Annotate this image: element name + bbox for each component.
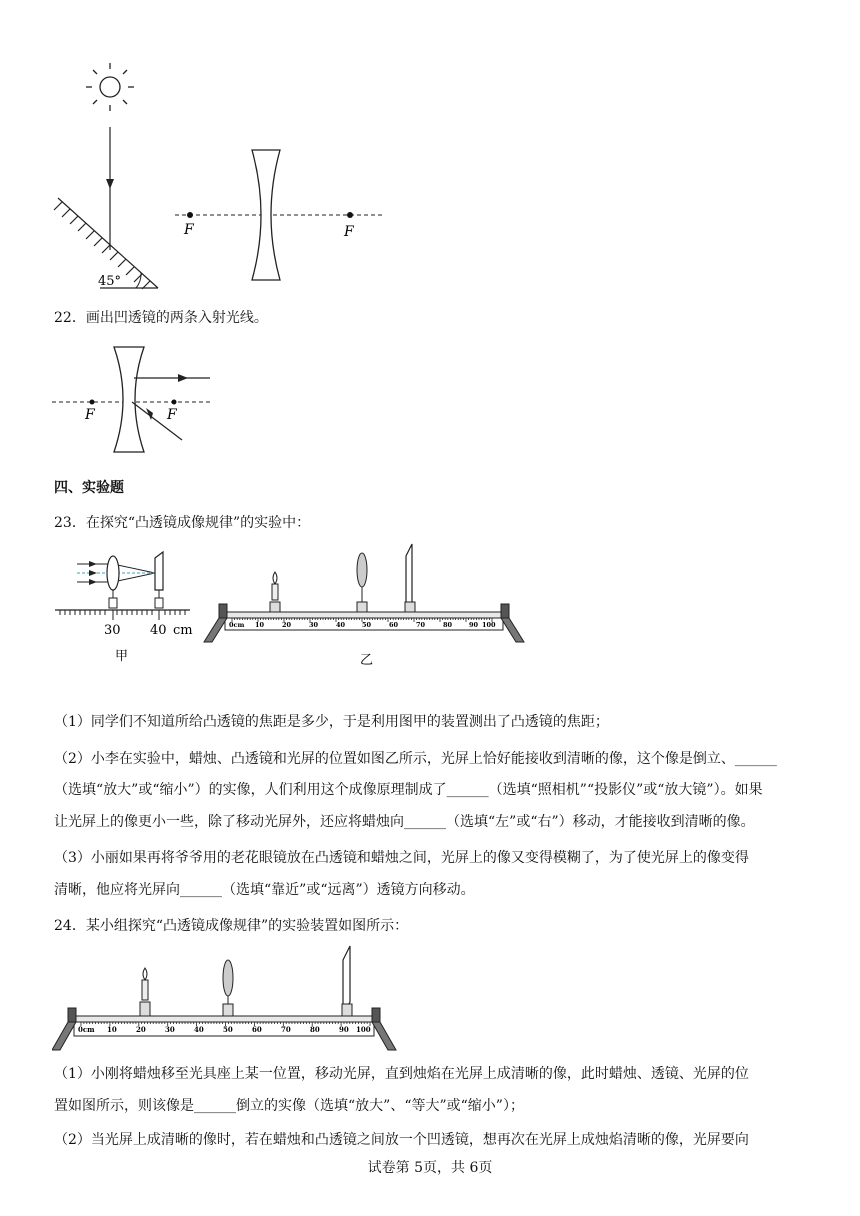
ruler-label: 60 <box>389 621 399 629</box>
tick-40: 40 <box>150 623 167 638</box>
q24-candle <box>142 980 148 1000</box>
bench-screen <box>406 544 412 608</box>
q23-part2-line1: （2）小李在实验中，蜡烛、凸透镜和光屏的位置如图乙所示，光屏上恰好能接收到清晰的像，这个像是倒立、______ <box>54 751 777 767</box>
sun-icon <box>86 63 134 111</box>
light-screen <box>155 552 163 590</box>
q23-intro: 23．在探究“凸透镜成像规律”的实验中： <box>54 515 311 531</box>
figure-q22-concave-lens <box>52 342 222 460</box>
figure-yi <box>200 540 530 670</box>
q22-focus-right <box>172 400 177 405</box>
figure-q24-bench <box>52 938 412 1060</box>
bench-lens <box>357 553 367 587</box>
q24-part1-line1: （1）小刚将蜡烛移至光具座上某一位置，移动光屏，直到烛焰在光屏上成清晰的像，此时蜡烛、透镜、光屏的位 <box>54 1066 749 1082</box>
q23-part2-line2: （选填“放大”或“缩小”）的实像，人们利用这个成像原理制成了______（选填“照相机”“投影仪”或“放大镜”）。如果 <box>54 782 763 798</box>
ruler-label: 0cm <box>229 621 245 629</box>
ruler-label: 30 <box>165 1025 175 1034</box>
candle-flame <box>273 572 277 584</box>
ruler-label: 20 <box>282 621 292 629</box>
q22-focus-label-left: F <box>85 407 95 423</box>
q24-lens <box>223 960 233 996</box>
candle <box>272 584 278 600</box>
ruler-label: 60 <box>252 1025 262 1034</box>
ruler-label: 40 <box>194 1025 204 1034</box>
ruler-label: 10 <box>107 1025 117 1034</box>
convex-lens <box>107 556 119 590</box>
ruler-label: 90 <box>339 1025 349 1034</box>
angle-label: 45° <box>98 274 122 289</box>
q23-part1: （1）同学们不知道所给凸透镜的焦距是多少，于是利用图甲的装置测出了凸透镜的焦距； <box>54 714 609 730</box>
q24-part2-line1: （2）当光屏上成清晰的像时，若在蜡烛和凸透镜之间放一个凹透镜，想再次在光屏上成烛焰清晰的像，光屏要向 <box>54 1132 749 1148</box>
q22-focus-label-right: F <box>167 407 177 423</box>
ruler-label: 50 <box>362 621 372 629</box>
unit-cm: cm <box>173 623 193 638</box>
q24-part1-line2: 置如图所示，则该像是______倒立的实像（选填“放大”、“等大”或“缩小”）； <box>54 1098 524 1114</box>
q23-part3-line1: （3）小丽如果再将爷爷用的老花眼镜放在凸透镜和蜡烛之间，光屏上的像又变得模糊了，为了使光屏上的像变得 <box>54 850 749 866</box>
q24-candle-flame <box>143 968 147 980</box>
ruler-label: 40 <box>336 621 346 629</box>
focus-point-right <box>347 212 353 218</box>
ruler-label: 50 <box>223 1025 233 1034</box>
ruler-label: 70 <box>281 1025 291 1034</box>
ruler-label: 100 <box>356 1025 371 1034</box>
tick-30: 30 <box>104 623 121 638</box>
caption-jia: 甲 <box>115 649 129 664</box>
ruler-label: 10 <box>255 621 265 629</box>
focus-label-right: F <box>344 224 354 240</box>
q22-focus-left <box>90 400 95 405</box>
ruler-label: 30 <box>309 621 319 629</box>
q22-concave-lens <box>114 347 144 452</box>
q22-text: 22．画出凹透镜的两条入射光线。 <box>54 310 268 326</box>
ruler-label: 0cm <box>78 1025 95 1034</box>
ruler-label: 80 <box>310 1025 320 1034</box>
ruler-label: 20 <box>136 1025 146 1034</box>
figure-jia <box>55 548 205 673</box>
q23-part2-line3: 让光屏上的像更小一些，除了移动光屏外，还应将蜡烛向______（选填“左”或“右”）移动，才能接收到清晰的像。 <box>54 814 755 830</box>
figure-mirror-and-lens <box>40 55 400 295</box>
ruler-label: 90 <box>469 621 479 629</box>
caption-yi: 乙 <box>360 653 374 668</box>
q24-intro: 24．某小组探究“凸透镜成像规律”的实验装置如图所示： <box>54 918 409 934</box>
ruler-label: 80 <box>443 621 453 629</box>
focus-label-left: F <box>184 222 194 238</box>
ruler-label: 100 <box>482 621 496 629</box>
page-footer: 试卷第 5页，共 6页 <box>367 1160 493 1176</box>
section-title: 四、实验题 <box>54 480 124 496</box>
focus-point-left <box>187 212 193 218</box>
ruler-label: 70 <box>416 621 426 629</box>
q23-part3-line2: 清晰，他应将光屏向______（选填“靠近”或“远离”）透镜方向移动。 <box>54 882 475 898</box>
